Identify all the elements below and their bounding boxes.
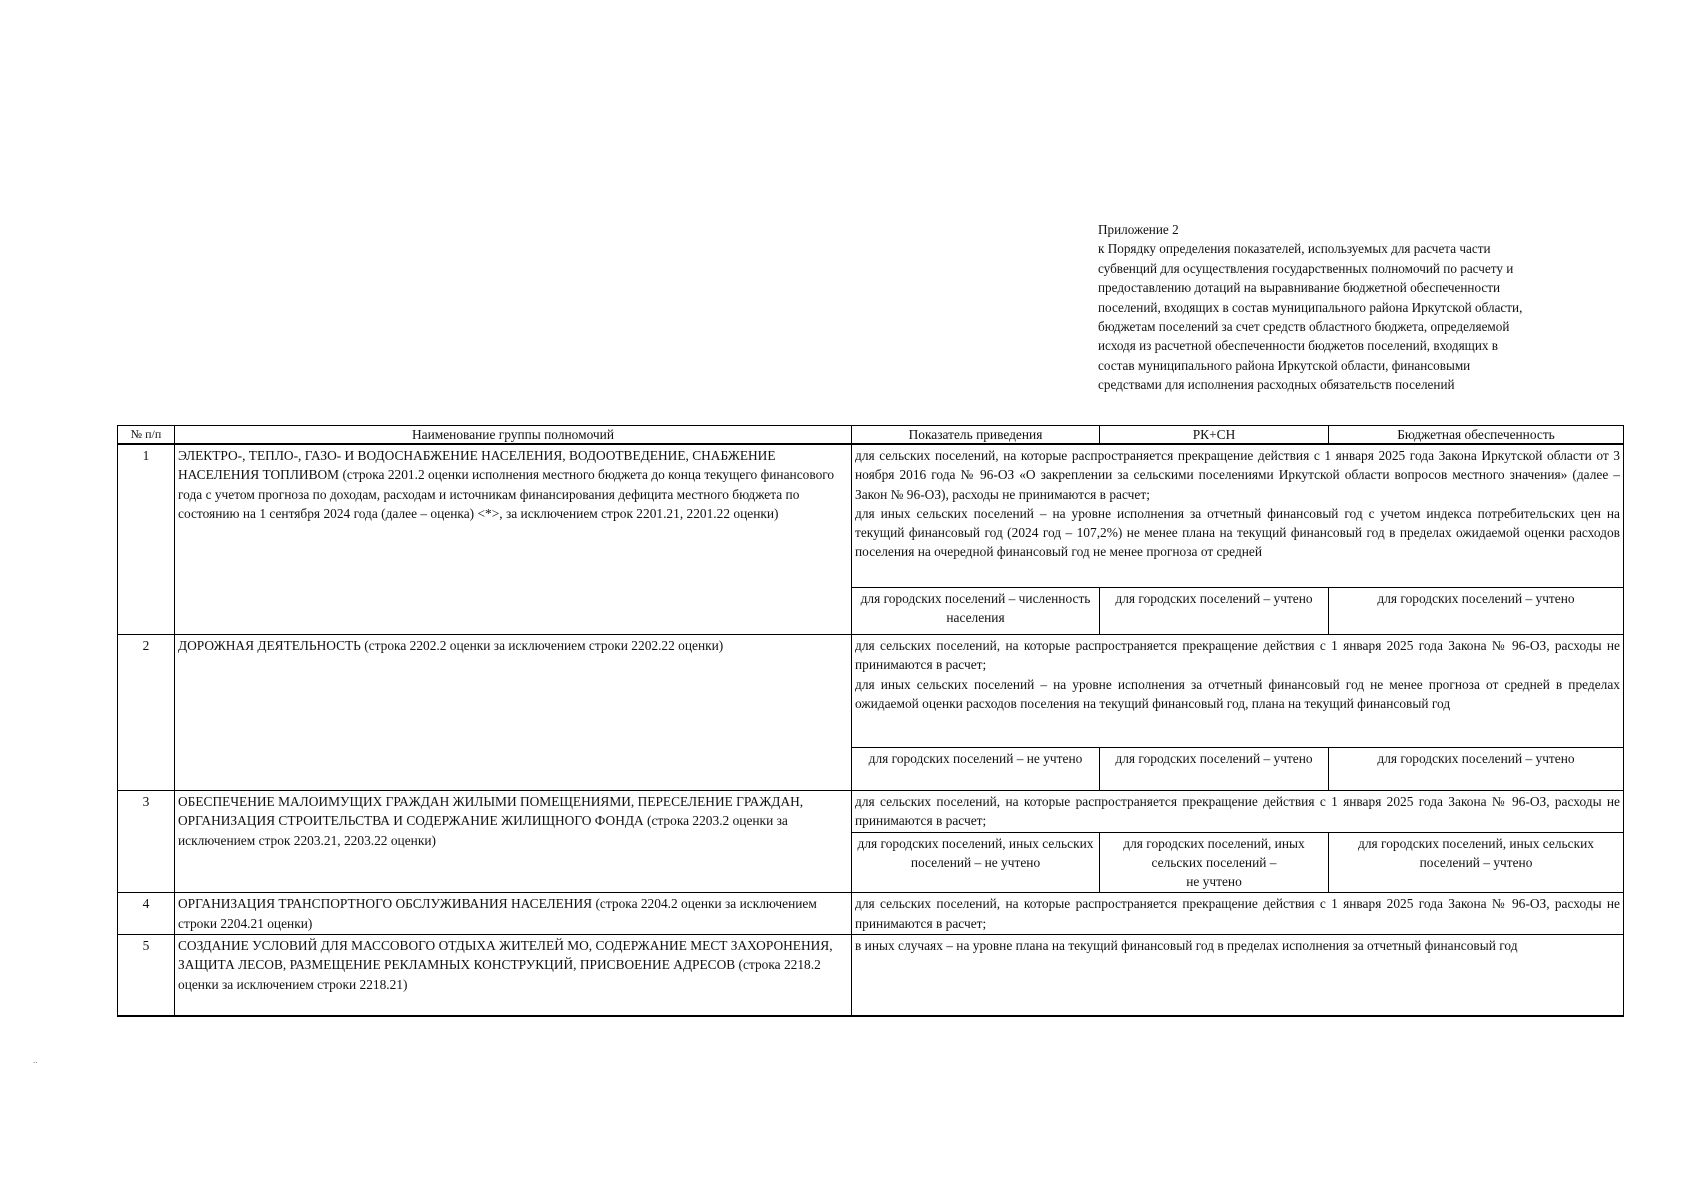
rural-indicator-cell: для сельских поселений, на которые распространяется прекращение действия с 1 января 2025 года Закона № 96-ОЗ, расходы не принимаются в расчет; bbox=[852, 791, 1624, 833]
appendix-line: средствами для исполнения расходных обязательств поселений bbox=[1098, 377, 1455, 393]
header-name: Наименование группы полномочий bbox=[175, 426, 852, 445]
rural-text-1: для сельских поселений, на которые распространяется прекращение действия с 1 января 2025 года Закона Иркутской области от 3 ноября 2016 года № 96-ОЗ «О закреплении за сельскими поселениями Иркутской области вопросов местного значения» (далее – Закон № 96-ОЗ), расходы не принимаются в расчет; bbox=[855, 448, 1620, 502]
row-num: 4 bbox=[118, 893, 175, 935]
rural-text-2: для иных сельских поселений – на уровне исполнения за отчетный финансовый год с учетом индекса потребительских цен на текущий финансовый год (2024 год – 107,2%) не менее плана на текущий финансовый год в пределах ожидаемой оценки расходов поселения на очередной финансовый год не менее прогноза от средней bbox=[855, 505, 1620, 560]
urban-rk bbox=[1100, 832, 1329, 893]
rural-text-2: для иных сельских поселений – на уровне исполнения за отчетный финансовый год не менее прогноза от средней в пределах ожидаемой оценки расходов поселения на текущий финансовый год, плана на текущий финансовый год bbox=[855, 676, 1620, 711]
urban-indicator: для городских поселений, иных сельских поселений – не учтено bbox=[852, 832, 1100, 893]
other-cases-cell: в иных случаях – на уровне плана на текущий финансовый год в пределах исполнения за отчетный финансовый год bbox=[852, 935, 1624, 1017]
powers-table bbox=[117, 425, 1624, 1017]
table-row bbox=[118, 635, 1624, 748]
row-num: 2 bbox=[118, 635, 175, 791]
urban-rk: для городских поселений – учтено bbox=[1100, 748, 1329, 791]
appendix-line: к Порядку определения показателей, используемых для расчета части bbox=[1098, 241, 1491, 257]
urban-rk: для городских поселений – учтено bbox=[1100, 588, 1329, 635]
appendix-header bbox=[1098, 220, 1618, 395]
appendix-line: исходя из расчетной обеспеченности бюджетов поселений, входящих в bbox=[1098, 338, 1498, 354]
row-name: ОРГАНИЗАЦИЯ ТРАНСПОРТНОГО ОБСЛУЖИВАНИЯ НАСЕЛЕНИЯ (строка 2204.2 оценки за исключением строки 2204.21 оценки) bbox=[175, 893, 852, 935]
header-indicator: Показатель приведения bbox=[852, 426, 1100, 445]
row-name: ЭЛЕКТРО-, ТЕПЛО-, ГАЗО- И ВОДОСНАБЖЕНИЕ НАСЕЛЕНИЯ, ВОДООТВЕДЕНИЕ, СНАБЖЕНИЕ НАСЕЛЕНИЯ ТОПЛИВОМ (строка 2201.2 оценки исполнения местного бюджета до конца текущего финансового года с учетом прогноза по доходам, расходам и источникам финансирования дефицита местного бюджета по состоянию на 1 сентября 2024 года (далее – оценка) <*>, за исключением строк 2201.21, 2201.22 оценки) bbox=[175, 444, 852, 635]
urban-rk-line: для городских поселений, иных сельских поселений – bbox=[1123, 835, 1305, 870]
appendix-line: предоставлению дотаций на выравнивание бюджетной обеспеченности bbox=[1098, 280, 1501, 296]
stray-mark: .. bbox=[33, 1055, 38, 1065]
urban-budget: для городских поселений – учтено bbox=[1329, 588, 1624, 635]
row-name: ДОРОЖНАЯ ДЕЯТЕЛЬНОСТЬ (строка 2202.2 оценки за исключением строки 2202.22 оценки) bbox=[175, 635, 852, 791]
table-row bbox=[118, 935, 1624, 1017]
header-rk: РК+СН bbox=[1100, 426, 1329, 445]
row-num: 3 bbox=[118, 791, 175, 893]
appendix-line: поселений, входящих в состав муниципального района Иркутской области, bbox=[1098, 299, 1523, 315]
row-num: 1 bbox=[118, 444, 175, 635]
header-budget: Бюджетная обеспеченность bbox=[1329, 426, 1624, 445]
urban-budget: для городских поселений, иных сельских поселений – учтено bbox=[1329, 832, 1624, 893]
table-row bbox=[118, 893, 1624, 935]
rural-indicator-cell: для сельских поселений, на которые распространяется прекращение действия с 1 января 2025 года Закона № 96-ОЗ, расходы не принимаются в расчет; bbox=[852, 893, 1624, 935]
table-row bbox=[118, 444, 1624, 588]
urban-indicator: для городских поселений – численность населения bbox=[852, 588, 1100, 635]
row-name: ОБЕСПЕЧЕНИЕ МАЛОИМУЩИХ ГРАЖДАН ЖИЛЫМИ ПОМЕЩЕНИЯМИ, ПЕРЕСЕЛЕНИЕ ГРАЖДАН, ОРГАНИЗАЦИЯ СТРОИТЕЛЬСТВА И СОДЕРЖАНИЕ ЖИЛИЩНОГО ФОНДА (строка 2203.2 оценки за исключением строк 2203.21, 2203.22 оценки) bbox=[175, 791, 852, 893]
appendix-line: Приложение 2 bbox=[1098, 222, 1179, 237]
urban-budget: для городских поселений – учтено bbox=[1329, 748, 1624, 791]
urban-indicator: для городских поселений – не учтено bbox=[852, 748, 1100, 791]
appendix-line: субвенций для осуществления государственных полномочий по расчету и bbox=[1098, 260, 1514, 276]
row-num: 5 bbox=[118, 935, 175, 1017]
rural-text-1: для сельских поселений, на которые распространяется прекращение действия с 1 января 2025 года Закона № 96-ОЗ, расходы не принимаются в расчет; bbox=[855, 638, 1620, 673]
header-num: № п/п bbox=[118, 426, 175, 445]
rural-indicator-cell bbox=[852, 635, 1624, 748]
rural-indicator-cell bbox=[852, 444, 1624, 588]
table-header-row bbox=[118, 426, 1624, 445]
table-row bbox=[118, 791, 1624, 833]
urban-rk-line: не учтено bbox=[1186, 874, 1242, 890]
row-name: СОЗДАНИЕ УСЛОВИЙ ДЛЯ МАССОВОГО ОТДЫХА ЖИТЕЛЕЙ МО, СОДЕРЖАНИЕ МЕСТ ЗАХОРОНЕНИЯ, ЗАЩИТА ЛЕСОВ, РАЗМЕЩЕНИЕ РЕКЛАМНЫХ КОНСТРУКЦИЙ, ПРИСВОЕНИЕ АДРЕСОВ (строка 2218.2 оценки за исключением строки 2218.21) bbox=[175, 935, 852, 1017]
appendix-line: состав муниципального района Иркутской области, финансовыми bbox=[1098, 357, 1471, 373]
appendix-line: бюджетам поселений за счет средств областного бюджета, определяемой bbox=[1098, 319, 1510, 335]
